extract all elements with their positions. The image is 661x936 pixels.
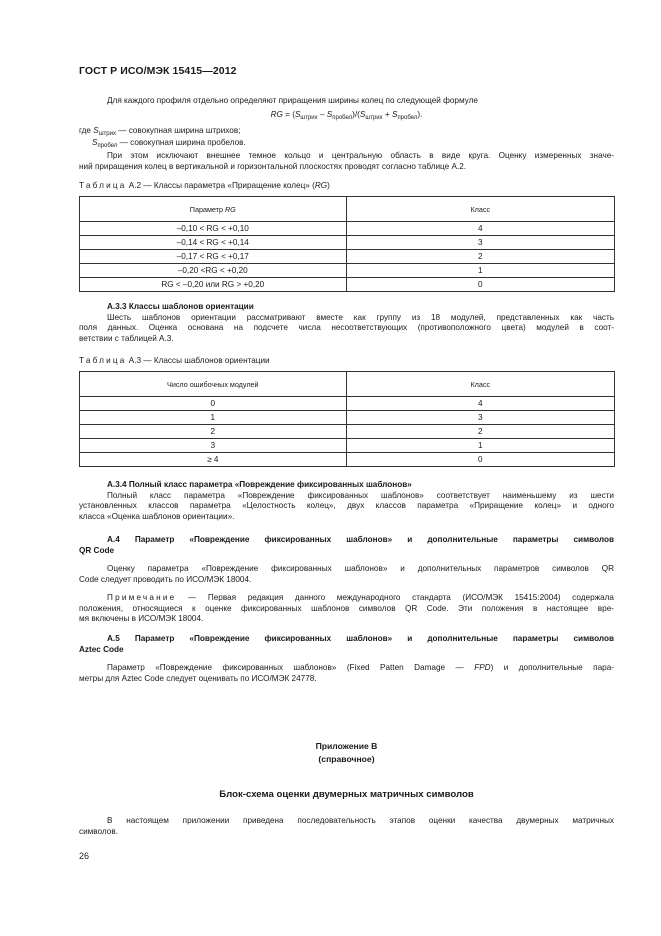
where-line-2 (92, 138, 627, 149)
page-number: 26 (79, 851, 90, 861)
table-row (80, 250, 615, 264)
table-a2-class-cell: 2 (346, 250, 614, 264)
section-a33-line-2: поля данных. Оценка основана на подсчете числа несоответствующих (противоположного цвета) модулей в соот- (79, 323, 614, 333)
table-row (80, 278, 615, 292)
table-a2-head-param-text: Параметр (189, 204, 225, 214)
formula-sub2: пробел (332, 115, 353, 121)
section-a34 (79, 480, 614, 522)
table-row (80, 425, 615, 439)
section-a34-heading: А.3.4 Полный класс параметра «Повреждение фиксированных шаблонов» (107, 480, 412, 489)
where-sub-2: пробел (97, 143, 118, 149)
table-row (80, 222, 615, 236)
table-a2-class-cell: 0 (346, 278, 614, 292)
formula-plus: + (382, 110, 392, 119)
where-line-1 (79, 126, 614, 137)
table-a2-param-cell: –0,14 < RG < +0,14 (80, 236, 347, 250)
table-a2-caption-sym: RG (314, 181, 328, 190)
appendix-intro-line-1: В настоящем приложении приведена последовательность этапов оценки качества двумерных матричных (107, 816, 614, 825)
table-a2-class-cell: 3 (346, 236, 614, 250)
table-a3-count-cell: 3 (80, 439, 347, 453)
intro-paragraph: Для каждого профиля отдельно определяют приращения ширины колец по следующей формуле (107, 96, 478, 105)
section-a5-heading-line-1: А.5 Параметр «Повреждение фиксированных шаблонов» и дополнительные параметры символов (107, 634, 614, 643)
appendix-subtitle: (справочное) (318, 754, 375, 764)
formula-eq: = ( (282, 110, 295, 119)
section-a33-line-3: ветствии с таблицей А.3. (79, 333, 174, 343)
section-a4-body (79, 564, 614, 585)
formula-s4: S (391, 110, 398, 119)
where-sub-1: штрих (98, 131, 116, 137)
formula-sub3: штрих (365, 115, 383, 121)
table-a3-class-cell: 3 (346, 411, 614, 425)
where-sym-2: S (92, 138, 98, 147)
appendix-heading: Блок-схема оценки двумерных матричных символов (219, 789, 474, 800)
formula-mid: )/( (352, 110, 360, 119)
section-a5-line-1 (79, 663, 614, 674)
section-a4-line-2: Code следует проводить по ИСО/МЭК 18004. (79, 574, 252, 584)
section-a5-fpd: FPD (474, 663, 491, 672)
exclude-line-2: ний приращения колец в вертикальной и горизонтальной плоскостях проводят согласно таблице А.2. (79, 161, 467, 171)
where-text-2: — совокупная ширина пробелов. (117, 138, 246, 147)
table-a3-count-cell: 1 (80, 411, 347, 425)
table-a3-count-cell: 0 (80, 397, 347, 411)
formula-end: ). (417, 110, 423, 119)
table-a3-count-cell: ≥ 4 (80, 453, 347, 467)
section-a34-line-2: установленных классов параметра «Целостность колец», двух классов параметра «Приращение колец» и одного (79, 501, 614, 511)
table-row (80, 411, 615, 425)
formula-sub4: пробел (397, 115, 418, 121)
formula-s3: S (359, 110, 366, 119)
table-a3-caption-rest: А.3 — Классы шаблонов ориентации (126, 356, 270, 365)
section-a4-heading-line-2: QR Code (79, 545, 115, 555)
section-a4-note (79, 593, 614, 625)
section-a5-heading-line-2: Aztec Code (79, 644, 124, 654)
table-a3-caption (79, 356, 614, 367)
table-a2-param-cell: –0,20 <RG < +0,20 (80, 264, 347, 278)
document-header: ГОСТ Р ИСО/МЭК 15415—2012 (79, 65, 237, 77)
section-a5-line-1-a: Параметр «Повреждение фиксированных шаблонов» (Fixed Patten Damage — (107, 663, 475, 672)
table-a3-count-cell: 2 (80, 425, 347, 439)
appendix-intro-line-2: символов. (79, 826, 118, 836)
section-a5 (79, 634, 614, 655)
table-a3-head-count: Число ошибочных модулей (80, 372, 347, 397)
table-a2-head-class: Класс (346, 197, 614, 222)
table-a3-caption-word: Таблица (79, 356, 127, 365)
table-a2-class-cell: 1 (346, 264, 614, 278)
where-sym-1: S (93, 126, 99, 135)
exclude-paragraph (79, 151, 614, 172)
section-a4 (79, 535, 614, 556)
section-a34-line-3: класса «Оценка шаблонов ориентации». (79, 511, 235, 521)
section-a5-body (79, 663, 614, 684)
formula-minus: – (317, 110, 327, 119)
table-a2-caption (79, 181, 614, 192)
appendix-intro (79, 816, 614, 837)
table-a3-class-cell: 1 (346, 439, 614, 453)
table-row (80, 453, 615, 467)
rg-formula (79, 110, 614, 121)
where-text-1: — совокупная ширина штрихов; (115, 126, 241, 135)
table-row (80, 397, 615, 411)
section-a4-note-line-1 (79, 593, 614, 604)
table-a2-head-param (80, 197, 347, 222)
section-a4-note-line-3: мя включены в ИСО/МЭК 18004. (79, 614, 204, 624)
section-a33-line-1: Шесть шаблонов ориентации рассматривают вместе как группу из 18 модулей, представленных как часть (107, 312, 614, 322)
table-a2-param-cell: RG < –0,20 или RG > +0,20 (80, 278, 347, 292)
table-a2-caption-end: ) (327, 181, 330, 190)
section-a5-line-2: метры для Aztec Code следует оценивать по ИСО/МЭК 24778. (79, 673, 317, 683)
table-a3-class-cell: 4 (346, 397, 614, 411)
section-a5-line-1-b: ) и дополнительные пара- (490, 663, 614, 672)
table-row (80, 439, 615, 453)
table-a2-caption-word: Таблица (79, 181, 127, 190)
formula-s1: S (294, 110, 301, 119)
table-a2 (79, 196, 615, 292)
table-a2-caption-rest: А.2 — Классы параметра «Приращение колец» ( (126, 181, 315, 190)
section-a4-note-line-2: положения, относящиеся к оценке фиксированных шаблонов символов QR Code. Эти положения в настоящее вре- (79, 603, 614, 613)
section-a4-line-1: Оценку параметра «Повреждение фиксированных шаблонов» и дополнительных параметров символов QR (107, 564, 614, 573)
table-a3-class-cell: 0 (346, 453, 614, 467)
section-a34-line-1: Полный класс параметра «Повреждение фиксированных шаблонов» соответствует наименьшему из шести (107, 490, 614, 500)
appendix-title: Приложение В (315, 741, 378, 751)
table-a3-head-class: Класс (346, 372, 614, 397)
note-word: Примечание (107, 593, 177, 602)
formula-s2: S (326, 110, 333, 119)
table-a2-param-cell: –0,10 < RG < +0,10 (80, 222, 347, 236)
table-a3 (79, 371, 615, 467)
table-a2-head-param-sym: RG (224, 204, 236, 214)
table-row (80, 264, 615, 278)
table-a2-param-cell: –0,17 < RG < +0,17 (80, 250, 347, 264)
table-row (80, 236, 615, 250)
exclude-line-1: При этом исключают внешнее темное кольцо и центральную область в виде круга. Оценку измеренных значе- (107, 151, 614, 160)
where-prefix: где (79, 126, 94, 135)
formula-sub1: штрих (300, 115, 318, 121)
section-a33 (79, 302, 614, 344)
section-a33-heading: А.3.3 Классы шаблонов ориентации (107, 302, 254, 311)
table-a2-class-cell: 4 (346, 222, 614, 236)
table-a3-class-cell: 2 (346, 425, 614, 439)
section-a4-heading-line-1: А.4 Параметр «Повреждение фиксированных шаблонов» и дополнительные параметры символов (107, 535, 614, 544)
note-line-1-rest: — Первая редакция данного международного стандарта (ИСО/МЭК 15415:2004) содержала (176, 593, 614, 602)
formula-lhs: RG (270, 110, 283, 119)
